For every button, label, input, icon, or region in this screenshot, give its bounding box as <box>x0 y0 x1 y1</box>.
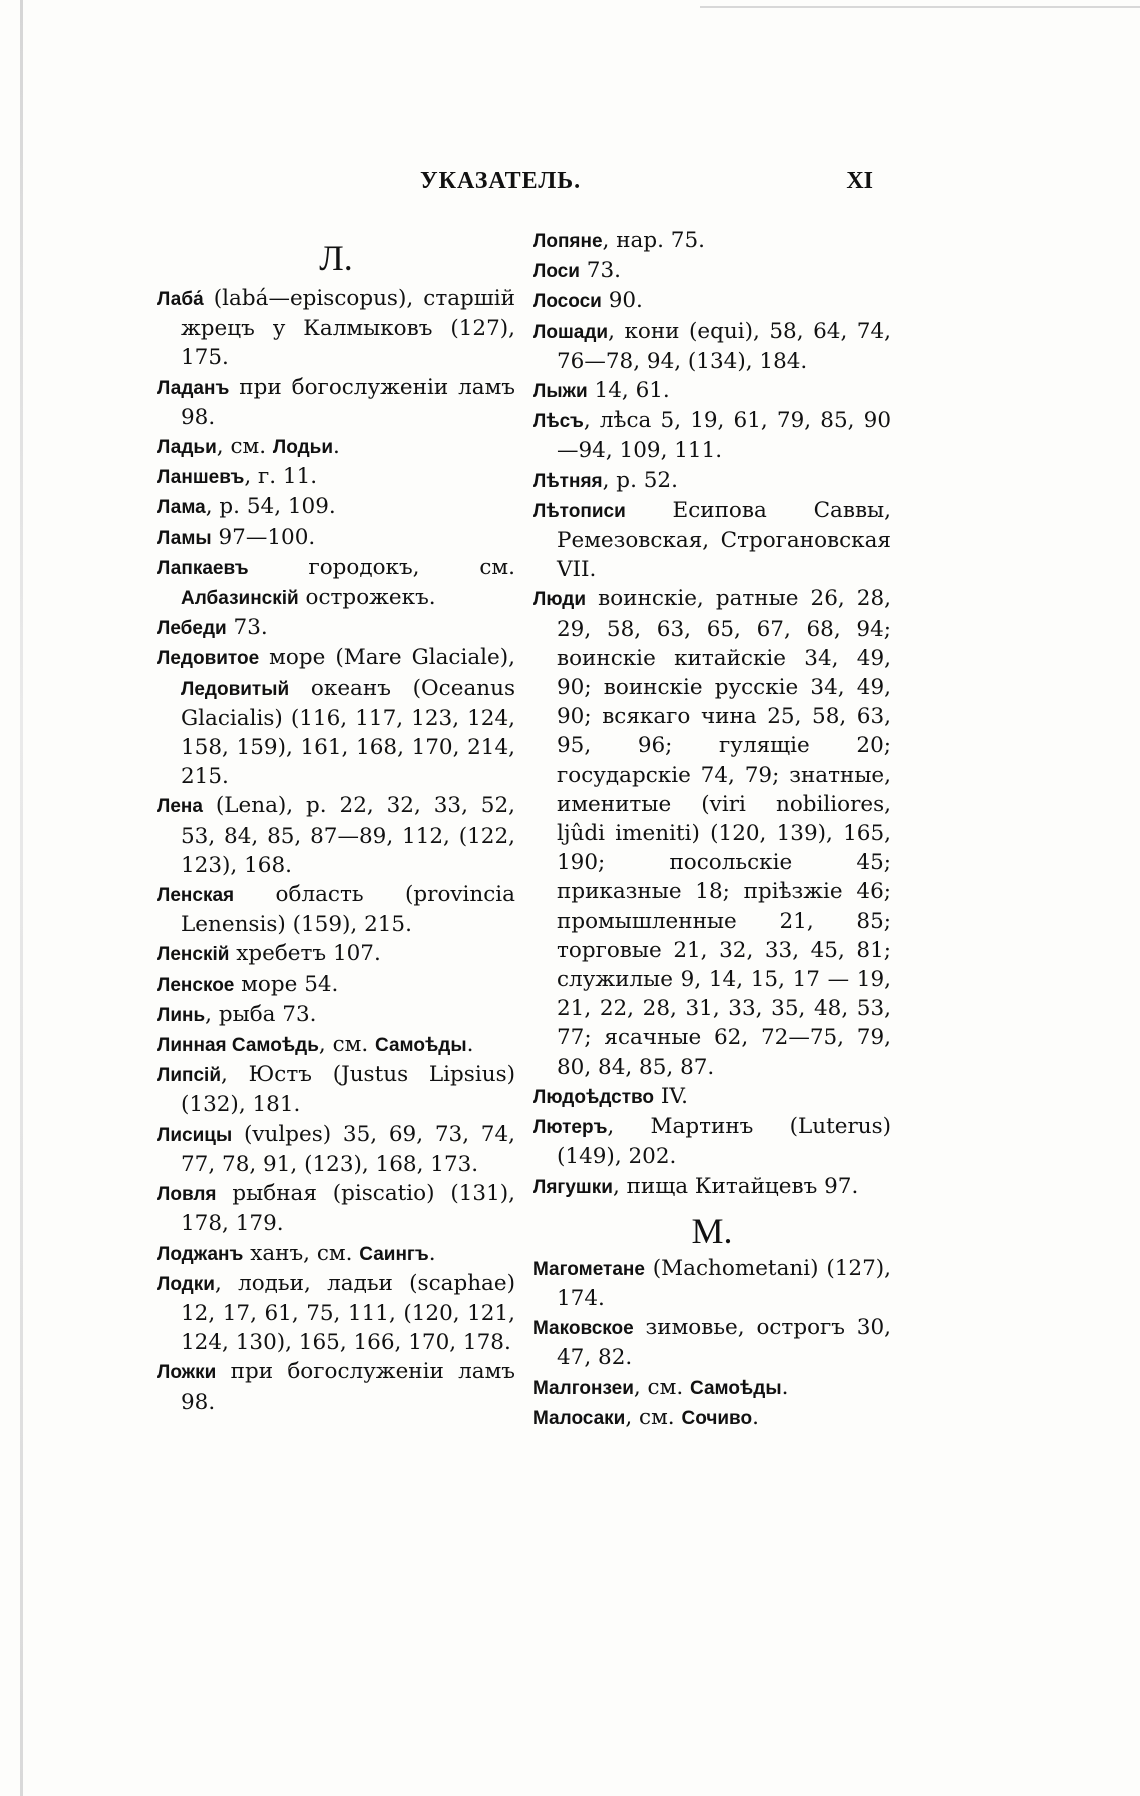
entry-text: , Мартинъ (Luterus) (149), 202. <box>557 1114 891 1170</box>
entry-text: при богослуженіи ламъ 98. <box>181 374 515 430</box>
index-entry <box>533 584 891 1081</box>
index-entry <box>157 939 515 969</box>
section-letter: М. <box>691 1210 733 1251</box>
entry-text: (labá—episcopus), старшій жрецъ у Калмыковъ (127), 175. <box>181 286 515 371</box>
entry-headword: Ладьи <box>157 437 217 459</box>
index-entry <box>533 406 891 465</box>
entry-headword: Ладанъ <box>157 377 230 399</box>
index-entry <box>157 1269 515 1358</box>
entry-text: . <box>781 1374 789 1400</box>
index-entry <box>157 1000 515 1030</box>
scan-edge-left <box>20 0 23 1796</box>
entry-headword: Лѣсъ <box>533 411 584 433</box>
entry-headword: Самоѣды <box>375 1035 467 1057</box>
entry-headword: Лососи <box>533 291 602 313</box>
entry-text: (Machometani) (127), 174. <box>557 1255 891 1311</box>
entries-list <box>533 226 891 1202</box>
index-entry <box>533 1313 891 1372</box>
entry-headword: Саингъ <box>359 1243 429 1265</box>
entry-text: океанъ (Oceanus Glacialis) (116, 117, 123, 124, 158, 159), 161, 168, 170, 214, 215. <box>181 675 515 790</box>
index-entry <box>533 226 891 256</box>
running-title: УКАЗАТЕЛЬ. <box>420 168 582 194</box>
index-entry <box>157 1179 515 1238</box>
entry-text: море 54. <box>234 971 339 997</box>
entry-headword: Лоджанъ <box>157 1243 244 1265</box>
entry-text: , см. <box>633 1374 690 1400</box>
entry-text: 73. <box>579 258 621 284</box>
index-entry <box>533 1172 891 1202</box>
entry-text: , р. 52. <box>602 467 678 493</box>
index-entry <box>157 643 515 791</box>
index-entry <box>533 1112 891 1171</box>
entry-text: острожекъ. <box>298 585 436 611</box>
index-entry <box>157 523 515 553</box>
index-entry <box>157 373 515 432</box>
right-column <box>533 226 891 1433</box>
entry-text: при богослуженіи ламъ 98. <box>181 1359 515 1415</box>
index-entry <box>533 1373 891 1403</box>
entry-headword: Лодки <box>157 1273 215 1295</box>
entry-text: (Lena), р. 22, 32, 33, 52, 53, 84, 85, 87—89, 112, (122, 123), 168. <box>181 793 515 878</box>
index-entry <box>157 492 515 522</box>
entry-text: , см. <box>625 1404 682 1430</box>
index-entry <box>533 256 891 286</box>
entry-text: городокъ, см. <box>248 554 515 580</box>
index-entry <box>533 466 891 496</box>
entry-text: 73. <box>226 615 268 641</box>
entry-text: область (provincia Lenensis) (159), 215. <box>181 882 515 938</box>
entry-text: , лѣса 5, 19, 61, 79, 85, 90—94, 109, 111. <box>557 408 891 464</box>
index-entry <box>157 1060 515 1119</box>
section-letter: Л. <box>319 238 353 278</box>
entry-text: . <box>466 1032 474 1058</box>
entry-text: . <box>333 434 340 460</box>
entry-text: , см. <box>318 1032 376 1058</box>
entry-text: , г. 11. <box>244 464 318 490</box>
entry-text: 90. <box>601 288 643 314</box>
entry-headword: Ламы <box>157 527 212 549</box>
entry-headword: Лама <box>157 497 206 519</box>
entry-headword: Лопяне <box>533 231 603 252</box>
entry-headword: Лыжи <box>533 381 588 403</box>
entry-headword: Линь <box>157 1004 206 1026</box>
page-number: XI <box>846 168 873 194</box>
entry-headword: Ловля <box>157 1184 217 1206</box>
entry-headword: Маковское <box>533 1318 634 1340</box>
index-entry <box>157 462 515 492</box>
entry-headword: Малосаки <box>533 1407 626 1429</box>
entry-headword: Лодьи <box>272 437 334 459</box>
entry-headword: Лоси <box>533 261 580 283</box>
entry-text: хребетъ 107. <box>229 941 381 967</box>
entries-list <box>533 1254 891 1433</box>
index-entry <box>157 553 515 613</box>
entry-headword: Малгонзеи <box>533 1377 634 1399</box>
entry-headword: Лѣтняя <box>533 470 603 492</box>
entry-headword: Албазинскій <box>181 588 299 610</box>
entry-headword: Ледовитое <box>157 648 260 670</box>
entries-list <box>157 284 515 1417</box>
index-entry <box>157 1120 515 1179</box>
index-entry <box>533 1403 891 1433</box>
index-entry <box>533 286 891 316</box>
entry-headword: Лаба́ <box>157 289 204 310</box>
entry-headword: Липсій <box>157 1065 222 1087</box>
entry-text: 97—100. <box>211 524 316 550</box>
entry-text: , кони (equi), 58, 64, 74, 76—78, 94, (134), 184. <box>557 318 891 374</box>
entry-headword: Лягушки <box>533 1176 613 1198</box>
index-entry <box>157 1030 515 1060</box>
entry-headword: Ложки <box>157 1362 217 1384</box>
index-entry <box>533 496 891 585</box>
entry-headword: Сочиво <box>681 1407 753 1429</box>
entry-text: 14, 61. <box>587 378 670 404</box>
entry-text: ханъ, см. <box>243 1240 360 1266</box>
entry-text: , нар. 75. <box>602 228 705 253</box>
entry-text: , см. <box>216 434 273 460</box>
entry-headword: Магометане <box>533 1258 645 1280</box>
scan-edge-top <box>700 6 1140 8</box>
entry-headword: Ленская <box>157 885 235 907</box>
entry-headword: Лошади <box>533 321 609 343</box>
entry-text: IV. <box>654 1083 688 1109</box>
entry-headword: Люди <box>533 589 587 611</box>
entry-headword: Лебеди <box>157 618 227 640</box>
entry-headword: Самоѣды <box>690 1377 782 1399</box>
index-entry <box>157 1239 515 1269</box>
index-entry <box>533 1082 891 1112</box>
entry-headword: Лютеръ <box>533 1117 608 1139</box>
entry-headword: Линная Самоѣдь <box>157 1035 319 1057</box>
entry-text: , Юстъ (Justus Lipsius) (132), 181. <box>181 1062 515 1118</box>
entry-text: , пища Китайцевъ 97. <box>612 1173 859 1199</box>
entry-text: , рыба 73. <box>205 1001 317 1027</box>
entry-headword: Лисицы <box>157 1124 233 1146</box>
entry-text: рыбная (piscatio) (131), 178, 179. <box>181 1181 515 1237</box>
entry-text: . <box>752 1404 759 1430</box>
entry-headword: Лена <box>157 796 203 818</box>
index-entry <box>157 432 515 462</box>
entry-text: зимовье, острогъ 30, 47, 82. <box>557 1315 891 1371</box>
index-entry <box>533 376 891 406</box>
entry-headword: Ленскій <box>157 944 230 966</box>
index-entry <box>157 613 515 643</box>
index-entry <box>533 317 891 376</box>
entry-text: море (Mare Glaciale), <box>259 645 515 671</box>
entry-text: воинскіе, ратные 26, 28, 29, 58, 63, 65, 67, 68, 94; воинскіе китайскіе 34, 49, 90; воинскіе русскіе 34, 49, 90; всякаго чина 25, 58, 63, 95, 96; гулящіе 20; государскіе 74, 79; знатные, именитые (viri nobiliores, ljûdi imeniti) (120, 139), 165, 190; посольскіе 45; приказные 18; пріѣзжіе 46; промышленные 21, 85; торговые 21, 32, 33, 45, 81; служилые 9, 14, 15, 17 — 19, 21, 22, 28, 31, 33, 35, 48, 53, 77; ясачные 62, 72—75, 79, 80, 84, 85, 87. <box>557 586 891 1080</box>
entry-text: , лодьи, ладьи (scaphae) 12, 17, 61, 75, 111, (120, 121, 124, 130), 165, 166, 170, 178. <box>181 1270 515 1356</box>
entry-headword: Людоѣдство <box>533 1086 655 1108</box>
entry-text: , р. 54, 109. <box>205 494 336 520</box>
entry-headword: Ленское <box>157 974 235 996</box>
left-column <box>157 228 515 1417</box>
entry-headword: Лѣтописи <box>533 500 626 522</box>
index-entry <box>533 1254 891 1313</box>
entry-text: (vulpes) 35, 69, 73, 74, 77, 78, 91, (123), 168, 173. <box>181 1121 515 1177</box>
index-entry <box>157 970 515 1000</box>
index-entry <box>157 284 515 373</box>
entry-text: Есиповa Саввы, Ремезовская, Строгановская VII. <box>557 497 891 583</box>
index-entry <box>157 1357 515 1416</box>
entry-headword: Ланшевъ <box>157 467 245 489</box>
entry-text: . <box>428 1240 436 1266</box>
index-entry <box>157 880 515 939</box>
entry-headword: Лапкаевъ <box>157 557 249 579</box>
index-entry <box>157 791 515 880</box>
entry-headword: Ледовитый <box>181 678 290 700</box>
page-header <box>150 168 885 202</box>
